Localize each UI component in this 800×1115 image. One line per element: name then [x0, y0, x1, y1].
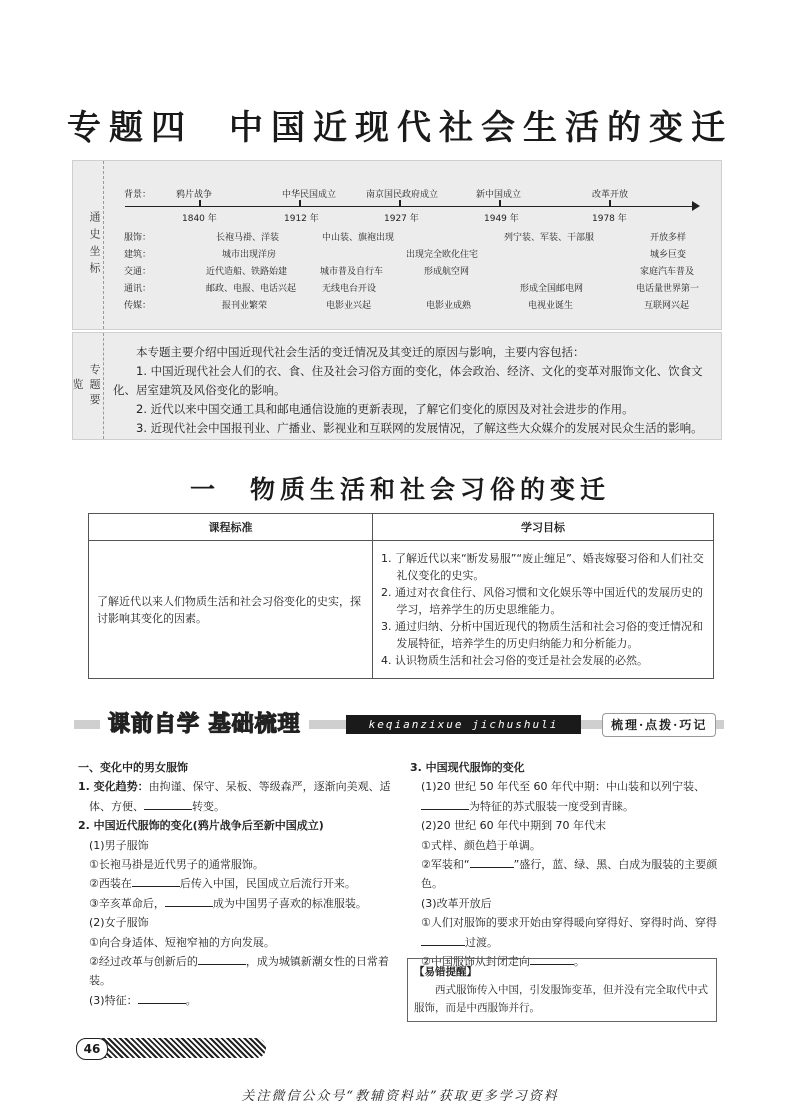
answer-blank[interactable] — [421, 797, 469, 810]
right-heading: 3. 中国现代服饰的变化 — [410, 761, 525, 774]
error-reminder-tag: 【易错提醒】 — [414, 966, 477, 978]
answer-blank[interactable] — [165, 894, 213, 907]
era-point: ①式样、颜色趋于单调。 — [421, 838, 541, 852]
learning-goal: 4. 认识物质生活和社会习俗的变迁是社会发展的必然。 — [381, 654, 648, 667]
era-point-text: 过渡。 — [465, 935, 498, 949]
section-number: 一 — [189, 475, 220, 504]
answer-blank[interactable] — [198, 952, 246, 965]
timeline-item: 城市出现洋房 — [222, 250, 277, 260]
learning-goal: 3. 通过归纳、分析中国近现代的物质生活和社会习俗的变迁情况和发展特征，培养学生的历史归纳能力和分析能力。 — [381, 620, 703, 650]
answer-blank[interactable] — [144, 797, 192, 810]
timeline-tick — [299, 200, 301, 207]
chapter-main-title: 中国近现代社会生活的变迁 — [229, 108, 733, 148]
footer-note: 关注微信公众号“教辅资料站”获取更多学习资料 — [241, 1089, 559, 1104]
summary-point: 2. 近代以来中国交通工具和邮电通信设施的更新表现，了解它们变化的原因及对社会进步的作用。 — [136, 402, 634, 416]
timeline-item: 城市普及自行车 — [320, 267, 384, 277]
timeline-item: 无线电台开设 — [322, 284, 377, 294]
era-point — [410, 913, 720, 952]
timeline-year: 1912 年 — [284, 214, 319, 224]
table-header: 课程标准 — [89, 514, 373, 541]
learning-goals-cell — [373, 541, 714, 679]
women-point-text: ，成为城镇新潮女性的日常着装。 — [89, 955, 389, 988]
trend-text-end: 转变。 — [192, 799, 225, 813]
timeline-row-label: 交通： — [124, 267, 152, 277]
timeline-item: 电视业诞生 — [528, 301, 574, 311]
timeline-tick — [199, 200, 201, 207]
course-standard-cell — [89, 541, 373, 679]
timeline-tick — [499, 200, 501, 207]
timeline-tick — [609, 200, 611, 207]
timeline-arrow — [692, 201, 700, 211]
timeline-item: 电话量世界第一 — [636, 284, 700, 294]
error-reminder-box — [407, 958, 717, 1022]
modern-clothing-heading: 2. 中国近代服饰的变化(鸦片战争后至新中国成立) — [78, 819, 324, 833]
course-standard-text: 了解近代以来人们物质生活和社会习俗变化的史实，探讨影响其变化的因素。 — [97, 594, 361, 625]
timeline-event-name: 中华民国成立 — [282, 190, 337, 200]
chapter-title — [0, 100, 800, 149]
feature-text: 。 — [185, 993, 197, 1007]
men-heading: (1)男子服饰 — [89, 838, 149, 852]
era-heading: (3)改革开放后 — [421, 896, 492, 910]
timeline-item: 近代造船、铁路始建 — [206, 267, 288, 277]
era-heading: (2)20 世纪 60 年代中期到 70 年代末 — [421, 819, 607, 833]
era-point-text: ②中国服饰从封闭走向 — [421, 955, 530, 969]
timeline-tick — [399, 200, 401, 207]
timeline-item: 电影业兴起 — [326, 301, 372, 311]
self-study-banner — [74, 710, 724, 736]
timeline-item: 列宁装、军装、干部服 — [504, 233, 595, 243]
men-point — [78, 874, 396, 893]
era-text: 为特征的苏式服装一度受到青睐。 — [469, 799, 634, 813]
men-point-text: 后传入中国，民国成立后流行开来。 — [179, 877, 356, 891]
banner-pinyin: keqianzixue jichushuli — [346, 715, 581, 734]
summary-side-label: 专题要览 — [71, 363, 101, 409]
timeline-panel — [72, 160, 722, 330]
answer-blank[interactable] — [138, 991, 186, 1004]
timeline-item: 报刊业繁荣 — [222, 301, 268, 311]
right-column — [410, 758, 720, 971]
summary-point: 3. 近现代社会中国报刊业、广播业、影视业和互联网的发展情况，了解这些大众媒介的发展对民众生活的影响。 — [136, 421, 703, 435]
era-point-text: ①人们对服饰的要求开始由穿得暖向穿得好、穿得时尚、穿得 — [421, 916, 717, 930]
table-header: 学习目标 — [373, 514, 714, 541]
summary-side-label-box — [73, 333, 104, 439]
trend-paragraph — [78, 777, 396, 816]
men-point — [78, 894, 396, 913]
timeline-background-label: 背景： — [124, 190, 152, 200]
left-heading: 一、变化中的男女服饰 — [78, 761, 188, 774]
timeline-item: 城乡巨变 — [650, 250, 687, 260]
timeline-item: 电影业成熟 — [426, 301, 472, 311]
summary-intro: 本专题主要介绍中国近现代社会生活的变迁情况及其变迁的原因与影响，主要内容包括： — [136, 345, 585, 359]
section-title — [0, 470, 800, 506]
timeline-item: 中山装、旗袍出现 — [322, 233, 395, 243]
error-reminder-text: 西式服饰传入中国，引发服饰变革，但并没有完全取代中式服饰，而是中西服饰并行。 — [414, 984, 708, 1014]
women-point: ①向合身适体、短袍窄袖的方向发展。 — [89, 935, 275, 949]
answer-blank[interactable] — [421, 933, 465, 946]
banner-tips: 梳理·点拨·巧记 — [602, 713, 716, 737]
era-paragraph — [410, 777, 720, 816]
feature-text: (3)特征： — [89, 993, 138, 1007]
timeline-item: 开放多样 — [650, 233, 687, 243]
women-point-text: ②经过改革与创新后的 — [89, 955, 198, 969]
era-point — [410, 855, 720, 894]
page-number: 46 — [76, 1038, 108, 1060]
section-title-text: 物质生活和社会习俗的变迁 — [250, 475, 611, 504]
women-point — [78, 952, 396, 991]
timeline-item: 长袍马褂、洋装 — [216, 233, 280, 243]
standards-table — [88, 513, 714, 679]
women-heading: (2)女子服饰 — [89, 916, 149, 930]
timeline-year: 1840 年 — [182, 214, 217, 224]
left-column — [78, 758, 396, 1010]
timeline-event-name: 改革开放 — [592, 190, 629, 200]
era-point-text: ②军装和“ — [421, 858, 470, 872]
summary-point: 1. 中国近现代社会人们的衣、食、住及社会习俗方面的变化，体会政治、经济、文化的变革对服饰文化、饮食文化、居室建筑及风俗变化的影响。 — [113, 364, 703, 397]
era-point-text: ”盛行，蓝、绿、黑、白成为服装的主要颜色。 — [421, 858, 718, 891]
timeline-item: 形成全国邮电网 — [520, 284, 584, 294]
timeline-item: 出现完全欧化住宅 — [406, 250, 479, 260]
timeline-row-label: 传媒： — [124, 301, 152, 311]
feature-line — [78, 991, 396, 1010]
timeline-year: 1978 年 — [592, 214, 627, 224]
timeline-year: 1949 年 — [484, 214, 519, 224]
answer-blank[interactable] — [132, 874, 180, 887]
timeline-event-name: 南京国民政府成立 — [366, 190, 439, 200]
men-point-text: 成为中国男子喜欢的标准服装。 — [212, 896, 367, 910]
timeline-item: 形成航空网 — [424, 267, 470, 277]
timeline-item: 家庭汽车普及 — [640, 267, 695, 277]
era-text: (1)20 世纪 50 年代至 60 年代中期：中山装和以列宁装、 — [421, 780, 706, 794]
timeline-side-label: 通史坐标 — [88, 211, 101, 279]
summary-panel — [72, 332, 722, 440]
summary-text — [113, 343, 715, 438]
men-point-text: ③辛亥革命后， — [89, 896, 165, 910]
timeline-row-label: 服饰： — [124, 233, 152, 243]
trend-label: 1. 变化趋势： — [78, 780, 149, 794]
learning-goal: 2. 通过对衣食住行、风俗习惯和文化娱乐等中国近代的发展历史的学习，培养学生的历史思维能力。 — [381, 586, 703, 616]
learning-goal: 1. 了解近代以来“断发易服”“废止缠足”、婚丧嫁娶习俗和人们社交礼仪变化的史实。 — [381, 552, 704, 582]
timeline-row-label: 通讯： — [124, 284, 152, 294]
chapter-prefix: 专题四 — [67, 108, 193, 148]
timeline-row-label: 建筑： — [124, 250, 152, 260]
timeline-item: 邮政、电报、电话兴起 — [206, 284, 297, 294]
era-point-text: 。 — [573, 955, 585, 969]
trend-text: 由拘谨、保守、呆板、等级森严，逐渐向美观、适体、方便、 — [89, 780, 391, 813]
timeline-year: 1927 年 — [384, 214, 419, 224]
timeline-item: 互联网兴起 — [644, 301, 690, 311]
timeline-event-name: 新中国成立 — [476, 190, 522, 200]
answer-blank[interactable] — [470, 855, 514, 868]
timeline-side-label-box — [73, 161, 104, 329]
men-point-text: ②西装在 — [89, 877, 132, 891]
men-point: ①长袍马褂是近代男子的通常服饰。 — [89, 858, 264, 872]
timeline-event-name: 鸦片战争 — [176, 190, 213, 200]
banner-title: 课前自学 基础梳理 — [100, 710, 309, 740]
